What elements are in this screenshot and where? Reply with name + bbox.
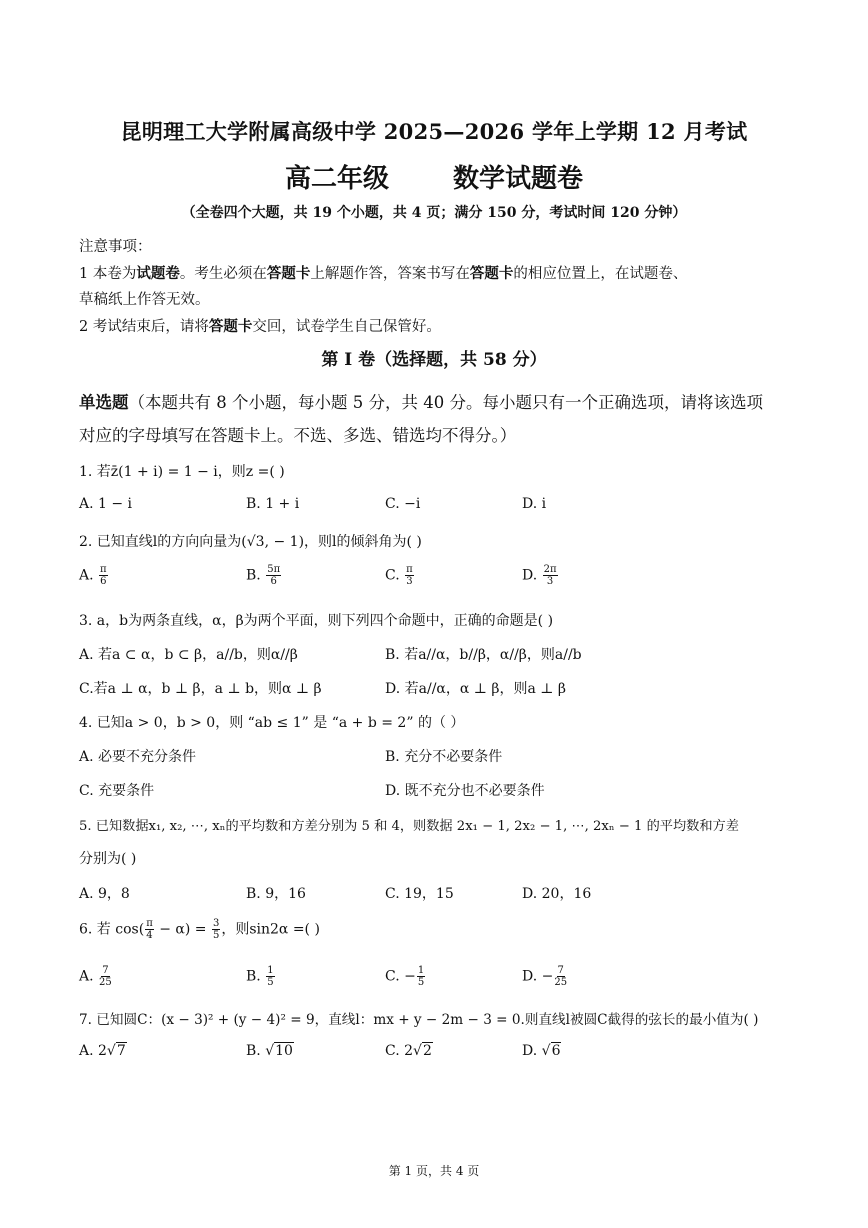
q5-option-b: B. 9，16 xyxy=(246,886,306,902)
exam-info: （全卷四个大题，共 19 个小题，共 4 页；满分 150 分，考试时间 120 分钟） xyxy=(181,205,687,221)
grade-label: 高二年级 xyxy=(284,164,389,194)
subject-label: 数学试题卷 xyxy=(453,164,584,194)
question-5-stem: 5. 已知数据x₁, x₂, ⋯, xₙ的平均数和方差分别为 5 和 4，则数据 2x₁ − 1, 2x₂ − 1, ⋯, 2xₙ − 1 的平均数和方差 xyxy=(79,819,739,834)
question-3-stem: 3. a，b为两条直线，α，β为两个平面，则下列四个命题中，正确的命题是( ) xyxy=(79,613,554,629)
q7-option-b: B. √10 xyxy=(246,1043,293,1059)
q1-option-c: C. −i xyxy=(385,496,421,512)
q2-option-c: C. $\frac{\pi}{3}$ xyxy=(385,564,413,587)
single-choice-intro: 单选题（本题共有 8 个小题，每小题 5 分，共 40 分。每小题只有一个正确选项，请将该选项 对应的字母填写在答题卡上。不选、多选、错选均不得分。） xyxy=(79,393,763,445)
q2-option-b: B. $\frac{5\pi}{6}$ xyxy=(246,564,281,587)
q6-option-a: A. $\frac{7}{25}$ xyxy=(79,965,112,988)
q7-option-c: C. 2√2 xyxy=(385,1043,432,1059)
q7-option-d: D. √6 xyxy=(522,1043,561,1059)
q3-option-a: A. 若a ⊂ α，b ⊂ β，a//b，则α//β xyxy=(79,647,298,663)
exam-title: 昆明理工大学附属高级中学 2025—2026 学年上学期 12 月考试 xyxy=(120,119,748,144)
question-7-stem: 7. 已知圆C：(x − 3)² + (y − 4)² = 9，直线l：mx + y − 2m − 3 = 0.则直线l被圆C截得的弦长的最小值为( ) xyxy=(79,1012,759,1028)
page-number: 第 1 页，共 4 页 xyxy=(388,1164,480,1178)
question-6-stem: 6. 若 cos( $\frac{\pi}{4}$ − α) = $\frac{3}{5}$ ，则sin2α =( ) xyxy=(79,918,320,941)
q5-option-c: C. 19，15 xyxy=(385,886,454,902)
q3-option-c: C.若a ⊥ α，b ⊥ β，a ⊥ b，则α ⊥ β xyxy=(79,681,322,697)
notice-item-1-cont: 草稿纸上作答无效。 xyxy=(79,292,210,308)
q2-option-d: D. $\frac{2\pi}{3}$ xyxy=(522,564,557,587)
q1-option-a: A. 1 − i xyxy=(79,496,133,512)
q5-option-a: A. 9，8 xyxy=(79,886,130,902)
single-choice-label: 单选题 xyxy=(79,393,129,412)
q4-option-a: A. 必要不充分条件 xyxy=(79,749,197,765)
q6-option-c: C. − $\frac{1}{5}$ xyxy=(385,965,425,988)
question-1-stem: 1. 若z̄(1 + i) = 1 − i，则z =( ) xyxy=(79,464,285,480)
notice-item-1: 1 本卷为试题卷。考生必须在答题卡上解题作答，答案书写在答题卡的相应位置上，在试题卷、 xyxy=(79,265,688,282)
notice-heading: 注意事项： xyxy=(79,239,152,255)
question-4-stem: 4. 已知a > 0，b > 0，则 “ab ≤ 1” 是 “a + b = 2” 的（ ） xyxy=(79,715,465,731)
q1-option-b: B. 1 + i xyxy=(246,496,300,512)
q3-option-d: D. 若a//α，α ⊥ β，则a ⊥ β xyxy=(385,681,566,697)
question-2-stem: 2. 已知直线l的方向向量为(√3, − 1)，则l的倾斜角为( ) xyxy=(79,534,422,550)
q7-option-a: A. 2√7 xyxy=(79,1043,126,1059)
notice-item-2: 2 考试结束后，请将答题卡交回，试卷学生自己保管好。 xyxy=(79,318,441,335)
q1-option-d: D. i xyxy=(522,496,547,512)
question-5-stem-cont: 分别为( ) xyxy=(79,851,137,867)
q3-option-b: B. 若a//α，b//β，α//β，则a//b xyxy=(385,647,582,663)
q2-option-a: A. $\frac{\pi}{6}$ xyxy=(79,564,107,587)
section-title: 第 I 卷（选择题，共 58 分） xyxy=(321,350,547,370)
q4-option-d: D. 既不充分也不必要条件 xyxy=(385,783,545,799)
q4-option-c: C. 充要条件 xyxy=(79,783,155,799)
q5-option-d: D. 20，16 xyxy=(522,886,592,902)
q6-option-b: B. $\frac{1}{5}$ xyxy=(246,965,274,988)
exam-subtitle xyxy=(0,158,868,195)
q6-option-d: D. − $\frac{7}{25}$ xyxy=(522,965,568,988)
q4-option-b: B. 充分不必要条件 xyxy=(385,749,503,765)
